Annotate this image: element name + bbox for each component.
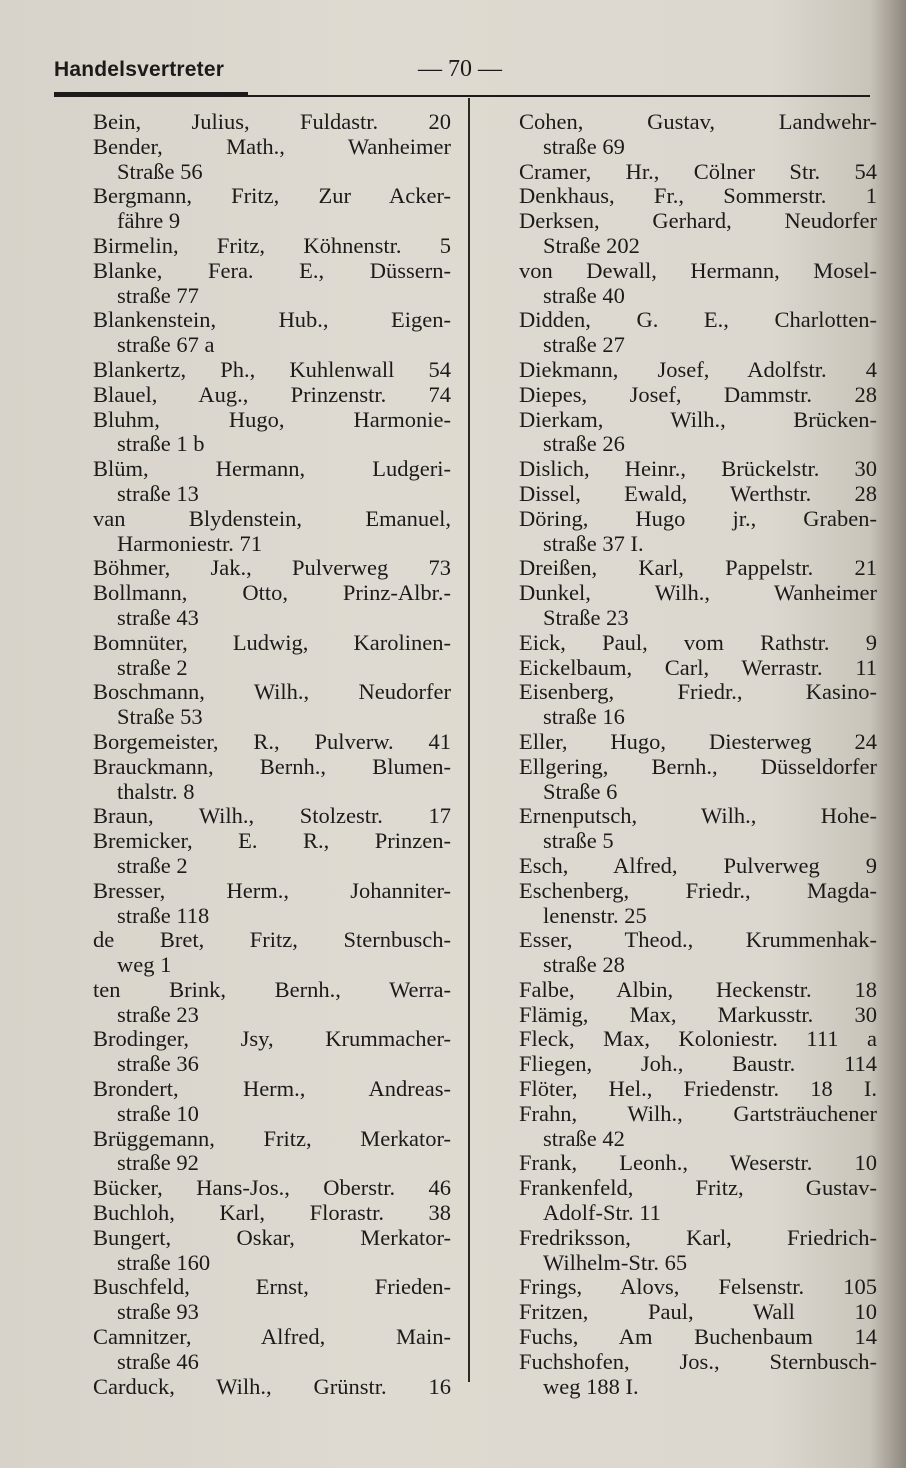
entry-name-line: Bungert, Oskar, Merkator-: [93, 1224, 451, 1250]
directory-entry: [519, 928, 877, 978]
entry-address-line: straße 69: [543, 133, 625, 159]
entry-address-line: Straße 53: [117, 704, 203, 730]
directory-entry: [519, 581, 877, 631]
column-divider: [468, 98, 470, 1382]
entry-name-line: Derksen, Gerhard, Neudorfer: [519, 208, 877, 234]
entry-name-line: Borgemeister, R., Pulverw. 41: [93, 728, 451, 754]
entry-address-line: straße 28: [543, 952, 625, 978]
entry-address-line: straße 118: [117, 902, 210, 928]
entry-name-line: Brauckmann, Bernh., Blumen-: [93, 753, 451, 779]
entry-address-line: straße 46: [117, 1348, 199, 1374]
directory-entry: [519, 680, 877, 730]
directory-entry: [93, 631, 451, 681]
directory-entry: [93, 259, 451, 309]
entry-address-line: straße 92: [117, 1150, 199, 1176]
entry-name-line: Blanke, Fera. E., Düssern-: [93, 257, 451, 283]
entry-name-line: Böhmer, Jak., Pulverweg 73: [93, 555, 451, 581]
entry-name-line: Carduck, Wilh., Grünstr. 16: [93, 1373, 451, 1399]
entry-name-line: ten Brink, Bernh., Werra-: [93, 976, 451, 1002]
directory-entry: [519, 631, 877, 656]
directory-entry: [519, 160, 877, 185]
directory-entry: [519, 259, 877, 309]
entry-address-line: lenenstr. 25: [543, 902, 647, 928]
directory-entry: [93, 408, 451, 458]
entry-address-line: fähre 9: [117, 208, 181, 234]
entry-name-line: Eickelbaum, Carl, Werrastr. 11: [519, 654, 877, 680]
directory-entry: [519, 1176, 877, 1226]
directory-entry: [93, 556, 451, 581]
directory-entry: [93, 1325, 451, 1375]
entry-name-line: Eller, Hugo, Diesterweg 24: [519, 728, 877, 754]
entry-name-line: Boschmann, Wilh., Neudorfer: [93, 679, 451, 705]
directory-entry: [93, 1226, 451, 1276]
directory-entry: [93, 234, 451, 259]
directory-entry: [519, 408, 877, 458]
entry-address-line: straße 27: [543, 332, 625, 358]
page-number: — 70 —: [418, 56, 502, 82]
entry-name-line: Esser, Theod., Krummenhak-: [519, 927, 877, 953]
entry-address-line: Straße 6: [543, 778, 618, 804]
directory-entry: [519, 730, 877, 755]
directory-entry: [519, 804, 877, 854]
entry-address-line: straße 93: [117, 1299, 199, 1325]
entry-name-line: Frank, Leonh., Weserstr. 10: [519, 1150, 877, 1176]
directory-entry: [519, 1052, 877, 1077]
entry-name-line: Fleck, Max, Koloniestr. 111 a: [519, 1026, 877, 1052]
entry-name-line: Dierkam, Wilh., Brücken-: [519, 406, 877, 432]
directory-entry: [93, 1077, 451, 1127]
directory-entry: [93, 457, 451, 507]
directory-entry: [93, 928, 451, 978]
directory-entry: [519, 1077, 877, 1102]
directory-entry: [519, 1300, 877, 1325]
entry-name-line: van Blydenstein, Emanuel,: [93, 505, 451, 531]
directory-entry: [519, 1350, 877, 1400]
directory-entry: [519, 457, 877, 482]
entry-address-line: Harmoniestr. 71: [117, 530, 262, 556]
left-column: [93, 110, 451, 1399]
directory-entry: [519, 1003, 877, 1028]
entry-address-line: straße 77: [117, 282, 199, 308]
entry-address-line: straße 23: [117, 1001, 199, 1027]
directory-entry: [519, 1325, 877, 1350]
directory-entry: [93, 829, 451, 879]
directory-entry: [93, 1275, 451, 1325]
entry-address-line: straße 160: [117, 1249, 211, 1275]
section-title: Handelsvertreter: [54, 58, 225, 81]
entry-name-line: Dreißen, Karl, Pappelstr. 21: [519, 555, 877, 581]
directory-entry: [93, 755, 451, 805]
entry-address-line: Straße 23: [543, 604, 629, 630]
right-column: [519, 110, 877, 1399]
entry-name-line: Fuchs, Am Buchenbaum 14: [519, 1324, 877, 1350]
entry-name-line: Camnitzer, Alfred, Main-: [93, 1324, 451, 1350]
entry-name-line: Cohen, Gustav, Landwehr-: [519, 109, 877, 134]
directory-entry: [519, 110, 877, 160]
entry-name-line: Brüggemann, Fritz, Merkator-: [93, 1125, 451, 1151]
entry-address-line: straße 26: [543, 431, 625, 457]
entry-name-line: Bücker, Hans-Jos., Oberstr. 46: [93, 1175, 451, 1201]
directory-entry: [93, 110, 451, 135]
entry-name-line: Diepes, Josef, Dammstr. 28: [519, 381, 877, 407]
directory-entry: [519, 209, 877, 259]
entry-name-line: Dunkel, Wilh., Wanheimer: [519, 580, 877, 606]
entry-name-line: Dislich, Heinr., Brückelstr. 30: [519, 456, 877, 482]
entry-name-line: Bluhm, Hugo, Harmonie-: [93, 406, 451, 432]
entry-name-line: Bresser, Herm., Johanniter-: [93, 877, 451, 903]
entry-name-line: Blüm, Hermann, Ludgeri-: [93, 456, 451, 482]
directory-entry: [93, 358, 451, 383]
entry-address-line: straße 2: [117, 852, 188, 878]
entry-name-line: Birmelin, Fritz, Köhnenstr. 5: [93, 232, 451, 258]
entry-name-line: Döring, Hugo jr., Graben-: [519, 505, 877, 531]
directory-entry: [93, 184, 451, 234]
entry-name-line: Frahn, Wilh., Gartsträuchener: [519, 1100, 877, 1126]
entry-name-line: Bergmann, Fritz, Zur Acker-: [93, 183, 451, 209]
entry-name-line: Fliegen, Joh., Baustr. 114: [519, 1051, 877, 1077]
directory-entry: [519, 184, 877, 209]
directory-entry: [93, 879, 451, 929]
directory-entry: [93, 1201, 451, 1226]
entry-address-line: thalstr. 8: [117, 778, 195, 804]
entry-name-line: Buchloh, Karl, Florastr. 38: [93, 1200, 451, 1226]
entry-address-line: straße 67 a: [117, 332, 215, 358]
entry-name-line: Flöter, Hel., Friedenstr. 18 I.: [519, 1076, 877, 1102]
entry-name-line: Buschfeld, Ernst, Frieden-: [93, 1274, 451, 1300]
entry-address-line: weg 188 I.: [543, 1373, 639, 1399]
entry-name-line: Brodinger, Jsy, Krummacher-: [93, 1026, 451, 1052]
entry-name-line: Blankenstein, Hub., Eigen-: [93, 307, 451, 333]
directory-entry: [519, 755, 877, 805]
directory-entry: [93, 1176, 451, 1201]
entry-address-line: straße 13: [117, 480, 199, 506]
header-rule: [54, 95, 870, 97]
entry-name-line: Cramer, Hr., Cölner Str. 54: [519, 158, 877, 184]
directory-entry: [93, 1375, 451, 1400]
entry-name-line: Eisenberg, Friedr., Kasino-: [519, 679, 877, 705]
entry-address-line: Straße 202: [543, 232, 640, 258]
entry-name-line: Brondert, Herm., Andreas-: [93, 1076, 451, 1102]
entry-address-line: straße 43: [117, 604, 199, 630]
directory-entry: [519, 1102, 877, 1152]
entry-name-line: Fritzen, Paul, Wall 10: [519, 1299, 877, 1325]
entry-name-line: Braun, Wilh., Stolzestr. 17: [93, 803, 451, 829]
entry-address-line: straße 42: [543, 1125, 625, 1151]
page-header: [54, 52, 874, 92]
directory-entry: [519, 879, 877, 929]
entry-address-line: straße 10: [117, 1100, 199, 1126]
entry-name-line: Bein, Julius, Fuldastr. 20: [93, 109, 451, 134]
entry-name-line: Esch, Alfred, Pulverweg 9: [519, 852, 877, 878]
entry-address-line: Adolf-Str. 11: [543, 1200, 661, 1226]
entry-name-line: Dissel, Ewald, Werthstr. 28: [519, 480, 877, 506]
entry-address-line: straße 2: [117, 654, 188, 680]
directory-entry: [93, 383, 451, 408]
directory-entry: [93, 804, 451, 829]
entry-name-line: Denkhaus, Fr., Sommerstr. 1: [519, 183, 877, 209]
entry-name-line: de Bret, Fritz, Sternbusch-: [93, 927, 451, 953]
directory-entry: [93, 135, 451, 185]
entry-address-line: straße 16: [543, 704, 625, 730]
directory-entry: [93, 978, 451, 1028]
entry-name-line: Eschenberg, Friedr., Magda-: [519, 877, 877, 903]
directory-entry: [93, 308, 451, 358]
entry-name-line: Bender, Math., Wanheimer: [93, 133, 451, 159]
directory-entry: [519, 978, 877, 1003]
entry-name-line: Blankertz, Ph., Kuhlenwall 54: [93, 356, 451, 382]
entry-name-line: Diekmann, Josef, Adolfstr. 4: [519, 356, 877, 382]
entry-address-line: straße 1 b: [117, 431, 205, 457]
directory-entry: [93, 581, 451, 631]
entry-name-line: von Dewall, Hermann, Mosel-: [519, 257, 877, 283]
entry-address-line: straße 36: [117, 1051, 199, 1077]
directory-entry: [519, 854, 877, 879]
entry-name-line: Blauel, Aug., Prinzenstr. 74: [93, 381, 451, 407]
directory-entry: [519, 1151, 877, 1176]
entry-name-line: Frankenfeld, Fritz, Gustav-: [519, 1175, 877, 1201]
directory-entry: [519, 556, 877, 581]
directory-entry: [519, 507, 877, 557]
entry-name-line: Bomnüter, Ludwig, Karolinen-: [93, 629, 451, 655]
entry-name-line: Fuchshofen, Jos., Sternbusch-: [519, 1348, 877, 1374]
directory-entry: [93, 507, 451, 557]
entry-address-line: weg 1: [117, 952, 172, 978]
directory-entry: [519, 308, 877, 358]
directory-entry: [519, 656, 877, 681]
entry-name-line: Flämig, Max, Markusstr. 30: [519, 1001, 877, 1027]
entry-name-line: Ellgering, Bernh., Düsseldorfer: [519, 753, 877, 779]
entry-address-line: Straße 56: [117, 158, 203, 184]
directory-entry: [519, 1275, 877, 1300]
entry-name-line: Bollmann, Otto, Prinz-Albr.-: [93, 580, 451, 606]
entry-name-line: Frings, Alovs, Felsenstr. 105: [519, 1274, 877, 1300]
entry-name-line: Bremicker, E. R., Prinzen-: [93, 828, 451, 854]
entry-name-line: Fredriksson, Karl, Friedrich-: [519, 1224, 877, 1250]
directory-entry: [519, 358, 877, 383]
entry-name-line: Eick, Paul, vom Rathstr. 9: [519, 629, 877, 655]
directory-entry: [93, 730, 451, 755]
directory-entry: [93, 680, 451, 730]
entry-address-line: straße 40: [543, 282, 625, 308]
entry-address-line: Wilhelm-Str. 65: [543, 1249, 688, 1275]
directory-entry: [519, 1027, 877, 1052]
directory-entry: [519, 1226, 877, 1276]
entry-address-line: straße 5: [543, 828, 614, 854]
entry-address-line: straße 37 I.: [543, 530, 644, 556]
entry-name-line: Falbe, Albin, Heckenstr. 18: [519, 976, 877, 1002]
directory-entry: [519, 383, 877, 408]
entry-name-line: Ernenputsch, Wilh., Hohe-: [519, 803, 877, 829]
directory-entry: [519, 482, 877, 507]
directory-entry: [93, 1127, 451, 1177]
entry-name-line: Didden, G. E., Charlotten-: [519, 307, 877, 333]
directory-entry: [93, 1027, 451, 1077]
